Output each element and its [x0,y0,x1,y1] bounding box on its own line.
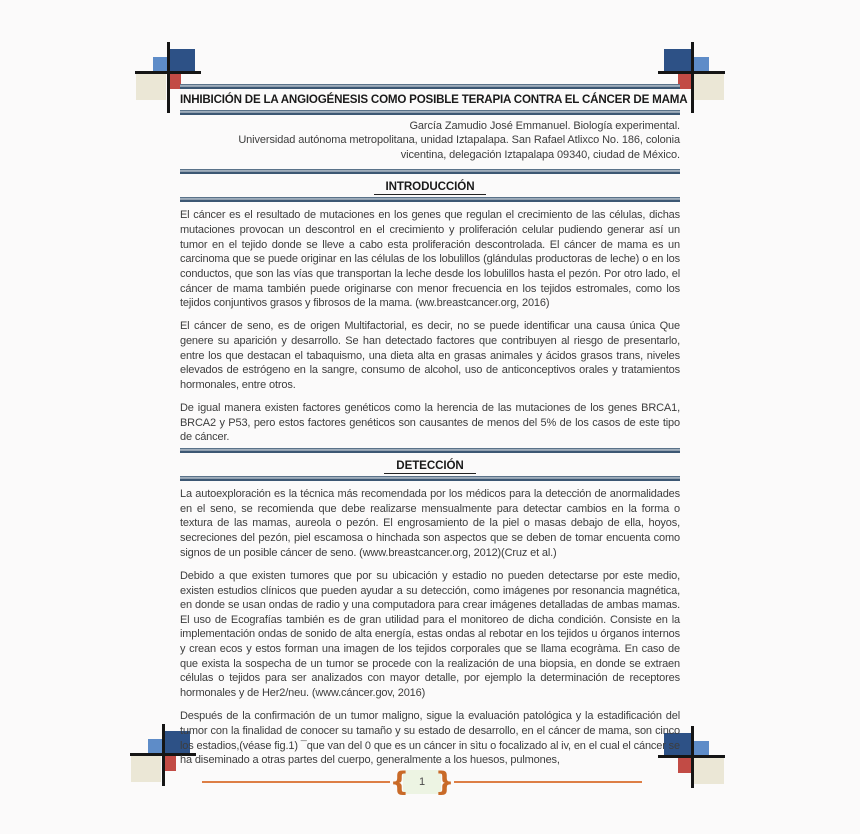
ornament-beige-square [136,74,166,100]
section-heading-label: DETECCIÓN [384,459,475,474]
paragraph-deteccion-1: La autoexploración es la técnica más recomendada por los médicos para la detección de anormalidades en el seno, se recomienda que debe realizarse mensualmente para detectar cambios en la forma o textura de las mamas, aureola o pezón. El engrosamiento de la piel o masas debajo de ella, hoyos, secreciones del pezón, piel escamosa o hinchada son aspectos que se deben de tomar encuenta como signos de un posible cáncer de seno. (www.breastcancer.org, 2012)(Cruz et al.) [180,488,680,559]
paragraph-intro-3: De igual manera existen factores genéticos como la herencia de las mutaciones de los genes BRCA1, BRCA2 y P53, pero estos factores genéticos son causantes de menos del 5% de los casos de este tipo de cáncer. [180,402,680,444]
ornament-light-blue-square [694,741,709,756]
footer-line-right [454,781,642,783]
ornament-beige-square [131,756,161,782]
ornament-beige-square [694,758,724,784]
author-line-3: vicentina, delegación Iztapalapa 09340, ciudad de México. [400,148,680,161]
ornament-red-square [164,756,176,771]
paragraph-intro-1: El cáncer es el resultado de mutaciones en los genes que regulan el crecimiento de las células, dichas mutaciones provocan un descontrol en el crecimiento y proliferación celular pudiendo generar así un tumor en el tejido donde se lleve a cabo esta proliferación descontrolada. El cáncer de mama es un carcinoma que se puede originar en las células de los lobulillos (glándulas productoras de leche) o en los conductos, que son las vías que transportan la leche desde los lobulillos hasta el pezón. Por otro lado, el cáncer de mama también puede originarse con menor frecuencia en los tejidos estromales, como los tejidos conjuntivos grasos y fibrosos de la mama. (ww.breastcancer.org, 2016) [180,209,680,310]
heading-rule-bottom [180,197,680,202]
author-line-1: García Zamudio José Emmanuel. Biología experimental. [409,120,680,132]
title-block [180,84,688,115]
document-title: INHIBICIÓN DE LA ANGIOGÉNESIS COMO POSIBLE TERAPIA CONTRA EL CÁNCER DE MAMA [180,93,688,106]
ornament-horizontal-line [135,71,201,74]
ornament-light-blue-square [694,57,709,72]
section-heading-deteccion [180,448,680,481]
ornament-beige-square [694,74,724,100]
section-heading-introduccion [180,169,680,202]
ornament-vertical-line [167,42,170,113]
ornament-dark-blue-square [664,49,691,72]
paragraph-deteccion-2: Debido a que existen tumores que por su ubicación y estadio no pueden detectarse por este medio, existen estudios clínicos que pueden ayudar a su detección, como imágenes por resonancia magnética, en donde se usan ondas de radio y una computadora para crear imágenes detalladas de ambas mamas. El uso de Ecografías también es de gran utilidad para el monitoreo de dicha condición. Consiste en la implementación ondas de sonido de alta energía, estas ondas al rebotar en los tejidos u órganos internos y crean ecos y estos forman una imagen de los tejidos corporales que se llama ecogràma. En caso de que exista la sospecha de un tumor se procede con la realización de una biopsia, en donde se extraen células o tejidos para ser analizados con mayor detalle, por ejemplo la determinación de receptores hormonales y de Her2/neu. (www.cáncer.gov, 2016) [180,569,680,700]
page-number: 1 [403,770,441,794]
author-line-2: Universidad autónoma metropolitana, unidad Iztapalapa. San Rafael Atlixco No. 186, colonia [238,134,680,147]
section-heading-label: INTRODUCCIÓN [374,180,487,195]
heading-rule-bottom [180,476,680,481]
brace-right-icon: } [435,766,455,798]
document-content [180,84,688,768]
paragraph-deteccion-3: Después de la confirmación de un tumor maligno, sigue la evaluación patológica y la estadificación del tumor con la finalidad de conocer su tamaño y su estado de desarrollo, en el cáncer de mama, son cinco los estadios,(véase fig.1) ¯que van del 0 que es un cáncer in sìtu o focalizado al iv, en el cual el cáncer se ha diseminado a otras partes del cuerpo, generalmente a los huesos, pulmones, [180,710,680,767]
paragraph-intro-2: El cáncer de seno, es de origen Multifactorial, es decir, no se puede identificar una causa única Que genere su aparición y desarrollo. Se han detectado factores que contribuyen al riesgo de presentarlo, entre los que destacan el tabaquismo, una dieta alta en grasas animales y ácidos grasos trans, niveles elevados de estrógeno en la sangre, consumo de alcohol, uso de anticonceptivos orales y tratamientos hormonales, entre otros. [180,320,680,391]
footer-line-left [202,781,390,783]
ornament-dark-blue-square [169,49,195,72]
ornament-horizontal-line [658,71,725,74]
ornament-vertical-line [691,42,694,113]
title-rule-bottom [180,110,680,115]
brace-left-icon: { [389,766,409,798]
page-footer [202,762,642,802]
author-block [180,119,680,162]
